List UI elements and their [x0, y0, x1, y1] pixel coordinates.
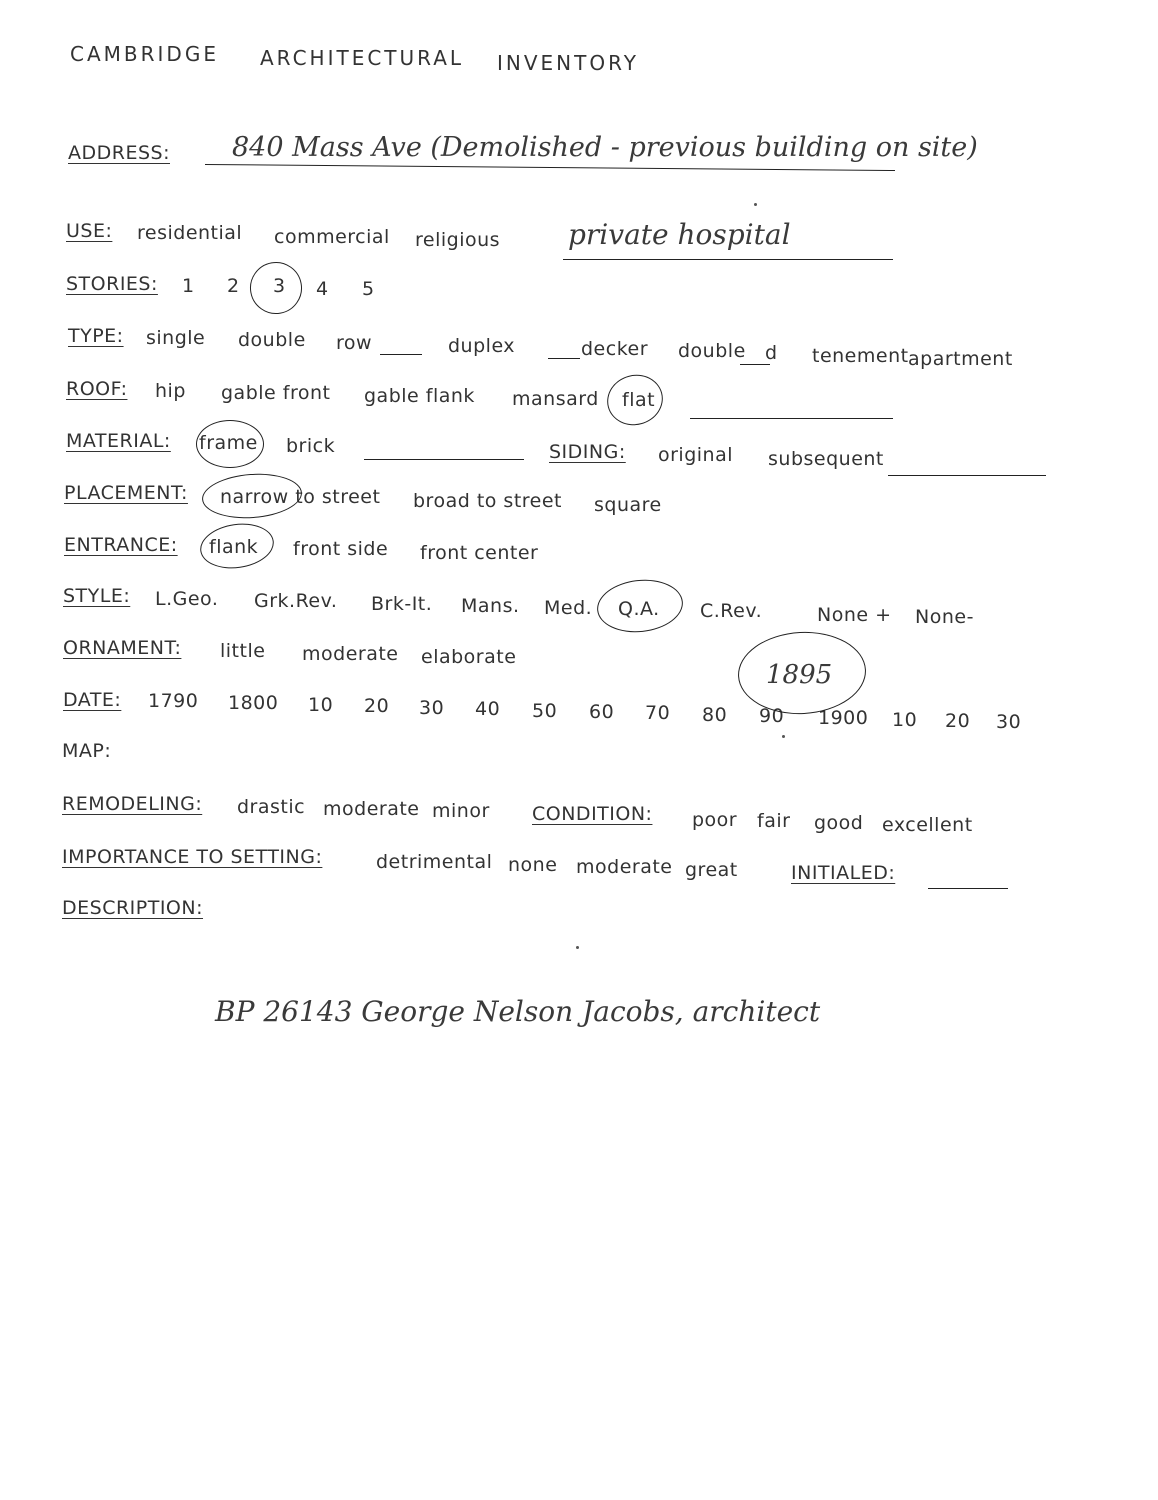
placement-option-narrow-to-street: narrow to street — [220, 486, 381, 508]
type-option-d: d — [765, 342, 778, 364]
date-option-1930: 30 — [996, 711, 1022, 733]
use-option-religious: religious — [415, 229, 501, 251]
style-option-lgeo: L.Geo. — [155, 588, 219, 610]
material-other-blank — [364, 459, 524, 460]
date-option-80: 80 — [702, 704, 728, 726]
roof-option-mansard: mansard — [512, 388, 599, 410]
type-option-double-decker: double — [678, 340, 746, 362]
importance-option-moderate: moderate — [576, 856, 673, 878]
date-option-70: 70 — [645, 702, 671, 724]
roof-other-blank — [690, 418, 893, 419]
style-option-none-plus: None + — [817, 604, 892, 626]
type-option-tenement: tenement — [812, 345, 909, 367]
style-option-grkrev: Grk.Rev. — [254, 590, 338, 612]
condition-option-good: good — [814, 812, 864, 834]
header-title-architectural: ARCHITECTURAL — [260, 46, 465, 70]
importance-option-great: great — [685, 859, 738, 881]
roof-option-gable-flank: gable flank — [364, 385, 475, 407]
date-option-1790: 1790 — [148, 690, 199, 712]
importance-option-none: none — [508, 854, 558, 876]
date-option-50: 50 — [532, 700, 558, 722]
date-option-1900: 1900 — [818, 707, 869, 729]
stories-option-2: 2 — [227, 275, 240, 297]
type-option-apartment: apartment — [908, 348, 1013, 370]
importance-label: IMPORTANCE TO SETTING: — [62, 846, 323, 868]
initialed-label: INITIALED: — [791, 862, 896, 884]
style-option-mans: Mans. — [461, 595, 520, 617]
use-option-commercial: commercial — [274, 226, 390, 248]
date-option-40: 40 — [475, 698, 501, 720]
material-label: MATERIAL: — [66, 430, 171, 452]
use-option-residential: residential — [137, 222, 243, 244]
scan-speck — [782, 735, 785, 738]
siding-option-original: original — [658, 444, 734, 466]
remodeling-option-moderate: moderate — [323, 798, 420, 820]
roof-selection-circle — [601, 369, 668, 432]
condition-option-fair: fair — [757, 810, 791, 832]
type-decker-blank — [548, 358, 580, 359]
type-option-row: row — [336, 332, 373, 354]
condition-option-excellent: excellent — [882, 814, 973, 836]
date-option-20: 20 — [364, 695, 390, 717]
date-label: DATE: — [63, 689, 122, 711]
date-option-60: 60 — [589, 701, 615, 723]
material-option-frame: frame — [199, 432, 258, 454]
use-written-value: private hospital — [568, 218, 791, 251]
type-label: TYPE: — [68, 325, 124, 347]
stories-option-4: 4 — [316, 278, 329, 300]
roof-option-hip: hip — [155, 380, 186, 402]
address-value: 840 Mass Ave (Demolished - previous building on site) — [232, 132, 978, 163]
placement-selection-circle — [201, 471, 304, 522]
ornament-option-elaborate: elaborate — [421, 646, 517, 668]
placement-option-broad-to-street: broad to street — [413, 490, 563, 512]
type-option-decker: decker — [581, 338, 649, 360]
condition-label: CONDITION: — [532, 803, 653, 825]
entrance-label: ENTRANCE: — [64, 534, 178, 556]
entrance-option-front-center: front center — [420, 542, 539, 564]
type-row-blank — [380, 354, 422, 355]
type-option-duplex: duplex — [448, 335, 516, 357]
date-option-1910: 10 — [892, 709, 918, 731]
material-selection-circle — [196, 420, 264, 468]
entrance-selection-circle — [197, 519, 276, 573]
scan-speck — [754, 203, 757, 206]
entrance-option-flank: flank — [209, 536, 259, 558]
header-title-inventory: INVENTORY — [497, 51, 639, 75]
address-underline — [205, 164, 895, 171]
scan-speck — [576, 946, 579, 949]
description-label: DESCRIPTION: — [62, 897, 204, 919]
date-written-value: 1895 — [766, 660, 833, 690]
style-option-crev: C.Rev. — [700, 600, 763, 622]
style-option-brkit: Brk-It. — [371, 593, 433, 615]
remodeling-option-minor: minor — [432, 800, 490, 822]
roof-option-flat: flat — [622, 389, 656, 411]
stories-option-3: 3 — [273, 275, 286, 297]
use-underline — [563, 259, 893, 260]
siding-option-subsequent: subsequent — [768, 448, 884, 470]
ornament-label: ORNAMENT: — [63, 637, 182, 659]
use-label: USE: — [66, 220, 113, 242]
address-label: ADDRESS: — [68, 142, 170, 164]
date-selection-circle — [736, 629, 868, 718]
style-label: STYLE: — [63, 585, 131, 607]
ornament-option-little: little — [220, 640, 266, 662]
date-option-1920: 20 — [945, 710, 971, 732]
stories-option-1: 1 — [182, 275, 195, 297]
map-label: MAP: — [62, 740, 112, 762]
type-double-decker-blank — [740, 364, 770, 365]
style-option-none-minus: None- — [915, 606, 974, 628]
siding-label: SIDING: — [549, 441, 626, 463]
date-option-1800: 1800 — [228, 692, 279, 714]
importance-option-detrimental: detrimental — [376, 851, 493, 873]
initialed-blank — [928, 888, 1008, 889]
stories-label: STORIES: — [66, 273, 158, 295]
remodeling-label: REMODELING: — [62, 793, 203, 815]
style-option-qa: Q.A. — [618, 598, 660, 620]
date-option-90: 90 — [759, 705, 785, 727]
ornament-option-moderate: moderate — [302, 643, 399, 665]
description-note: BP 26143 George Nelson Jacobs, architect — [215, 995, 821, 1028]
stories-option-5: 5 — [362, 278, 375, 300]
date-option-10: 10 — [308, 694, 334, 716]
stories-selection-circle — [246, 258, 306, 318]
material-option-brick: brick — [286, 435, 336, 457]
remodeling-option-drastic: drastic — [237, 796, 306, 818]
type-option-double: double — [238, 329, 306, 351]
header-title-cambridge: CAMBRIDGE — [70, 42, 219, 66]
siding-other-blank — [888, 475, 1046, 476]
placement-option-square: square — [594, 494, 662, 516]
roof-option-gable-front: gable front — [221, 382, 331, 404]
roof-label: ROOF: — [66, 378, 128, 400]
placement-label: PLACEMENT: — [64, 482, 188, 504]
style-selection-circle — [595, 576, 686, 637]
style-option-med: Med. — [544, 597, 593, 619]
type-option-single: single — [146, 327, 206, 349]
entrance-option-front-side: front side — [293, 538, 389, 560]
condition-option-poor: poor — [692, 809, 738, 831]
date-option-30: 30 — [419, 697, 445, 719]
